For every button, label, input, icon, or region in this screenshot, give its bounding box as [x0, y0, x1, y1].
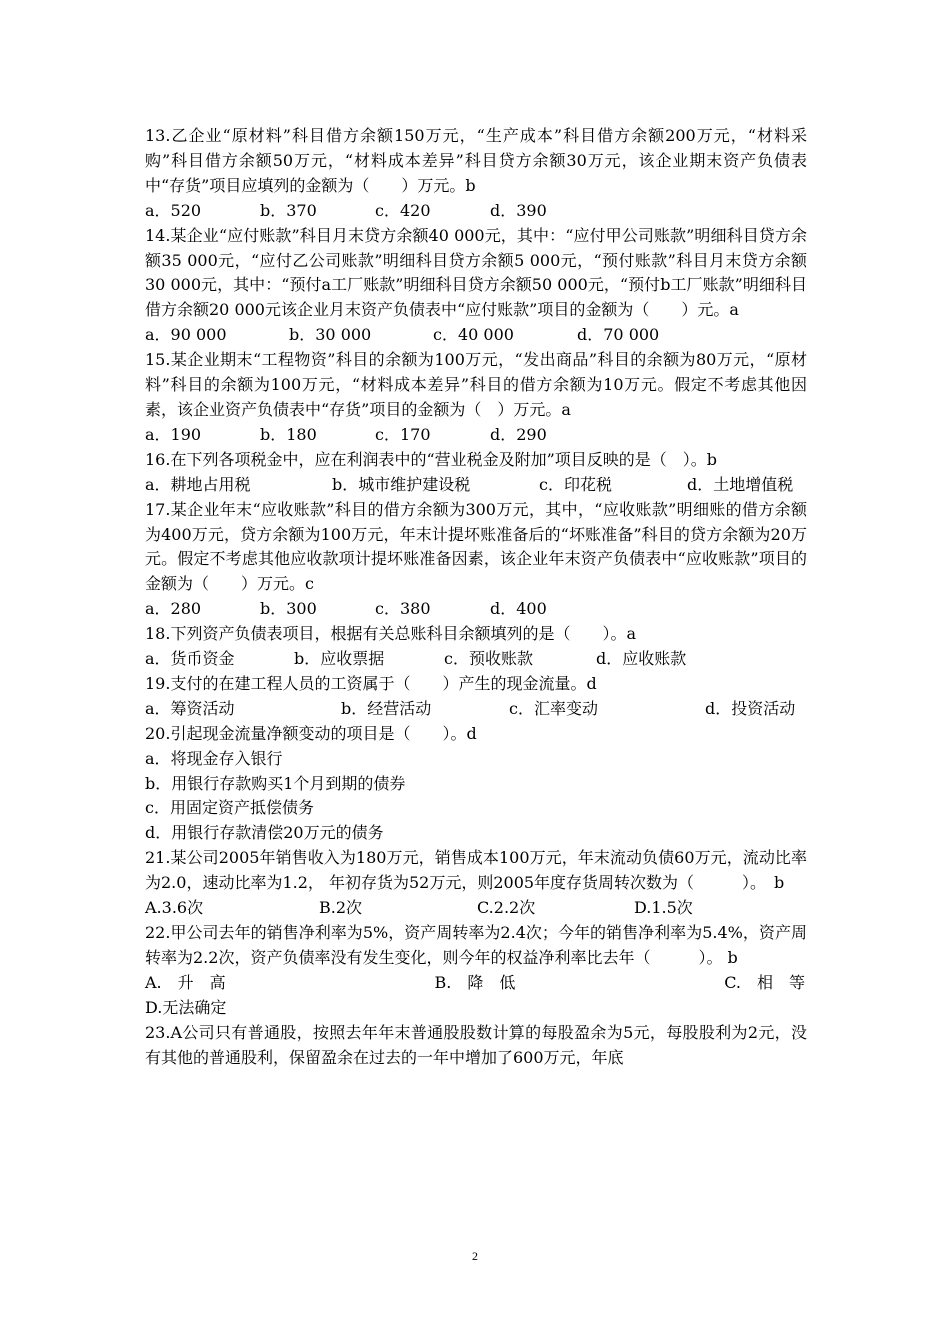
question-17: 17.某企业年末“应收账款”科目的借方余额为300万元，其中，“应收账款”明细账的借方余额为400万元，贷方余额为100万元，年末计提坏账准备后的“坏账准备”科目的贷方余额为20万元。假定不考虑其他应收款项计提坏账准备因素，该企业年末资产负债表中“应收账款”项目的金额为（ ）万元。c	[145, 499, 807, 594]
option: d．390	[490, 200, 547, 220]
option: a．耕地占用税	[145, 474, 251, 494]
option: B.2次	[319, 898, 363, 918]
options-22	[145, 971, 807, 996]
option: c．汇率变动	[509, 698, 598, 718]
option: a．将现金存入银行	[145, 748, 283, 768]
option: b．30 000	[289, 325, 372, 345]
question-list	[145, 124, 807, 1070]
options-13	[145, 199, 807, 224]
option: a．货币资金	[145, 649, 235, 669]
option: b．用银行存款购买1个月到期的债券	[145, 773, 406, 793]
option: c．预收账款	[444, 649, 533, 669]
question-22: 22.甲公司去年的销售净利率为5%，资产周转率为2.4次；今年的销售净利率为5.4%，资产周转率为2.2次，资产负债率没有发生变化，则今年的权益净利率比去年（ ）。 b	[145, 923, 807, 967]
question-21: 21.某公司2005年销售收入为180万元，销售成本100万元，年末流动负债60万元，流动比率为2.0，速动比率为1.2， 年初存货为52万元，则2005年度存货周转次数为（ ）。 b	[145, 848, 807, 893]
option: c．380	[375, 599, 431, 619]
option: b．370	[260, 200, 317, 220]
option: b．经营活动	[341, 698, 432, 718]
option: d．用银行存款清偿20万元的债务	[145, 823, 384, 843]
option: A. 升 高	[145, 972, 226, 992]
option: a．190	[145, 424, 202, 444]
question-14: 14.某企业“应付账款”科目月末贷方余额40 000元，其中：“应付甲公司账款”明细科目贷方余额35 000元，“应付乙公司账款”明细科目贷方余额5 000元，“预付账款”科目月末贷方余额30 000元，其中：“预付a工厂账款”明细科目贷方余额50 000元，“预付b工厂账款”明细科目借方余额20 000元该企业月末资产负债表中“应付账款”项目的金额为（ ）元。a	[145, 225, 807, 320]
option: d．290	[490, 424, 547, 444]
options-15	[145, 423, 807, 448]
option: b．应收票据	[294, 649, 385, 669]
option: d．应收账款	[596, 649, 687, 669]
options-19	[145, 697, 807, 722]
options-18	[145, 647, 807, 672]
question-15: 15.某企业期末“工程物资”科目的余额为100万元，“发出商品”科目的余额为80万元，“原材料”科目的余额为100万元，“材料成本差异”科目的借方余额为10万元。假定不考虑其他因素，该企业资产负债表中“存货”项目的金额为（ ）万元。a	[145, 350, 807, 419]
option: b．180	[260, 424, 317, 444]
option: c．170	[375, 424, 431, 444]
question-13: 13.乙企业“原材料”科目借方余额150万元，“生产成本”科目借方余额200万元，“材料采购”科目借方余额50万元，“材料成本差异”科目贷方余额30万元，该企业期末资产负债表中“存货”项目应填列的金额为（ ）万元。b	[145, 126, 807, 195]
option: A.3.6次	[145, 898, 204, 918]
option: d．土地增值税	[687, 474, 794, 494]
option: b．300	[260, 599, 317, 619]
option: C. 相 等	[724, 972, 805, 992]
option: C.2.2次	[477, 898, 536, 918]
option: a．90 000	[145, 325, 227, 345]
option: d．400	[490, 599, 547, 619]
options-20	[145, 747, 807, 847]
options-14	[145, 323, 807, 348]
option: d．70 000	[577, 325, 660, 345]
question-20: 20.引起现金流量净额变动的项目是（ ）。d	[145, 723, 477, 743]
option: B. 降 低	[434, 972, 516, 992]
option: D.1.5次	[634, 898, 693, 918]
option: c．420	[375, 200, 431, 220]
options-21	[145, 896, 807, 921]
option: D.无法确定	[145, 997, 227, 1017]
question-18: 18.下列资产负债表项目，根据有关总账科目余额填列的是（ ）。a	[145, 624, 636, 644]
options-17	[145, 597, 807, 622]
option: a．筹资活动	[145, 698, 235, 718]
page-number: 2	[472, 1249, 478, 1263]
option: a．520	[145, 200, 202, 220]
option: d．投资活动	[705, 698, 796, 718]
question-16: 16.在下列各项税金中，应在利润表中的“营业税金及附加”项目反映的是（ ）。b	[145, 449, 718, 469]
question-23: 23.A公司只有普通股，按照去年年末普通股股数计算的每股盈余为5元，每股股利为2元，没有其他的普通股利，保留盈余在过去的一年中增加了600万元，年底	[145, 1022, 807, 1067]
option: c．印花税	[539, 474, 612, 494]
options-16	[145, 473, 807, 498]
question-19: 19.支付的在建工程人员的工资属于（ ）产生的现金流量。d	[145, 673, 597, 693]
option: c．40 000	[433, 325, 514, 345]
option: b．城市维护建设税	[332, 474, 471, 494]
option: c．用固定资产抵偿债务	[145, 798, 314, 818]
option: a．280	[145, 599, 202, 619]
options-22-continued	[145, 996, 807, 1021]
